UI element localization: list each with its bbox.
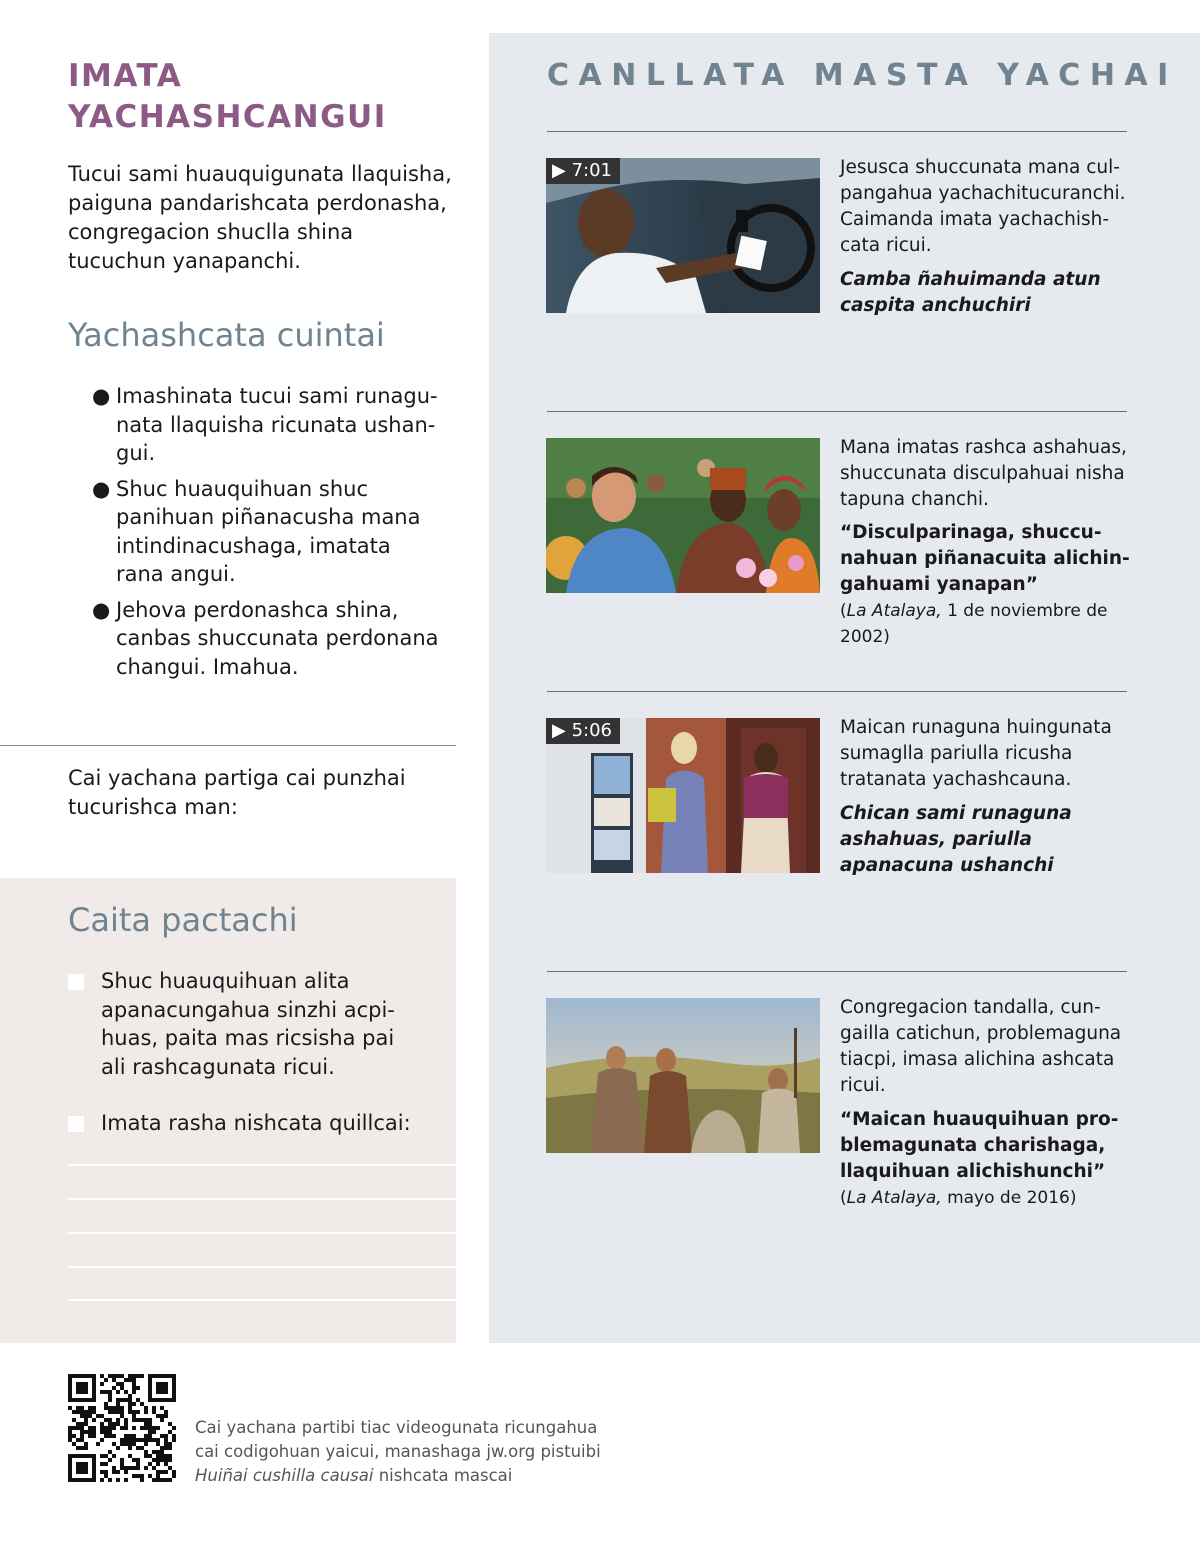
item-description: Congregacion tandalla, cungailla catichun, problemaguna tiacpi, imasa alichina ashcata ricui. [840, 997, 1122, 1096]
qr-code-icon[interactable] [68, 1374, 176, 1482]
writing-line[interactable] [68, 1198, 456, 1200]
people-greeting-illustration [546, 438, 820, 593]
reference-publication: La Atalaya, [846, 1188, 942, 1208]
todo-heading: Caita pactachi [68, 901, 298, 939]
reference-date: mayo de 2016) [941, 1188, 1077, 1208]
item-divider [547, 691, 1127, 692]
video-duration-badge: ▶ 5:06 [546, 718, 620, 744]
bullet-icon: ● [92, 597, 111, 622]
footer-line-3-rest: nishcata mascai [373, 1466, 513, 1485]
item-divider [547, 971, 1127, 972]
review-point [92, 596, 442, 682]
review-point-text: Imashinata tucui sami runagunata llaquisha ricunata ushangui. [116, 384, 438, 465]
footer-instructions [195, 1416, 635, 1488]
reference-date: 1 de noviembre de 2002) [840, 601, 1108, 647]
footer-line-2: cai codigohuan yaicui, manashaga jw.org pistuibi [195, 1442, 601, 1461]
writing-line[interactable] [68, 1164, 456, 1166]
item-link-title[interactable]: “Disculparinaga, shuccunahuan piñanacuita alichingahuami yanapan” [840, 522, 1130, 595]
review-points-list [92, 382, 442, 688]
item-divider [547, 131, 1127, 132]
bullet-icon: ● [92, 476, 111, 501]
qr-code-graphic [68, 1374, 176, 1482]
footer-publication-title: Huiñai cushilla causai [195, 1466, 374, 1485]
writing-line[interactable] [68, 1266, 456, 1268]
review-point-text: Shuc huauquihuan shuc panihuan piñanacusha mana intindinacushaga, imatata rana angui. [116, 476, 421, 586]
item-divider [547, 411, 1127, 412]
article-thumbnail[interactable] [546, 998, 820, 1153]
review-point [92, 382, 442, 468]
item-description: Mana imatas rashca ashahuas, shuccunata disculpahuai nisha tapuna chanchi. [840, 437, 1127, 510]
video-thumbnail[interactable] [546, 718, 820, 873]
intro-paragraph: Tucui sami huauquigunata llaquisha, paiguna pandarishcata perdonasha, congregacion shuclla shina tucuchun yanapanchi. [68, 162, 452, 273]
item-reference: (La Atalaya, 1 de noviembre de 2002) [840, 601, 1108, 647]
bullet-icon: ● [92, 384, 111, 408]
page-title: IMATA YACHASHCANGUI [68, 58, 387, 135]
review-point-text: Jehova perdonashca shina, canbas shuccunata perdonana changui. Imahua. [116, 597, 439, 679]
writing-line[interactable] [68, 1232, 456, 1234]
item-description: Maican runaguna huingunata sumaglla pariulla ricusha tratanata yachashcauna. [840, 717, 1112, 790]
points-heading: Yachashcata cuintai [68, 316, 385, 354]
writing-line[interactable] [68, 1299, 456, 1301]
biblical-men-illustration [546, 998, 820, 1153]
reference-publication: La Atalaya, [846, 601, 942, 621]
item-link-title[interactable]: Chican sami runaguna ashahuas, pariulla apanacuna ushanchi [840, 803, 1072, 876]
further-study-title: CANLLATA MASTA YACHAI [547, 58, 1178, 93]
footer-line-1: Cai yachana partibi tiac videogunata ricungahua [195, 1418, 598, 1437]
item-link-title[interactable]: Camba ñahuimanda atun caspita anchuchiri [840, 269, 1101, 316]
todo-checkbox[interactable] [68, 1116, 84, 1132]
todo-item-text: Imata rasha nishcata quillcai: [101, 1111, 411, 1135]
item-link-title[interactable]: “Maican huauquihuan problemagunata charishaga, llaquihuan alichishunchi” [840, 1109, 1119, 1182]
section-divider [0, 745, 456, 746]
item-reference: (La Atalaya, mayo de 2016) [840, 1188, 1077, 1208]
video-thumbnail[interactable] [546, 158, 820, 313]
item-description: Jesusca shuccunata mana culpangahua yachachitucuranchi. Caimanda imata yachachishcata ricui. [840, 157, 1126, 256]
review-point [92, 475, 442, 589]
todo-checkbox[interactable] [68, 974, 84, 990]
video-duration-badge: ▶ 7:01 [546, 158, 620, 184]
article-thumbnail[interactable] [546, 438, 820, 593]
completion-note: Cai yachana partiga cai punzhai tucurishca man: [68, 766, 406, 819]
todo-item-text: Shuc huauquihuan alita apanacungahua sinzhi acpihuas, paita mas ricsisha pai ali rashcagunata ricui. [101, 969, 395, 1079]
